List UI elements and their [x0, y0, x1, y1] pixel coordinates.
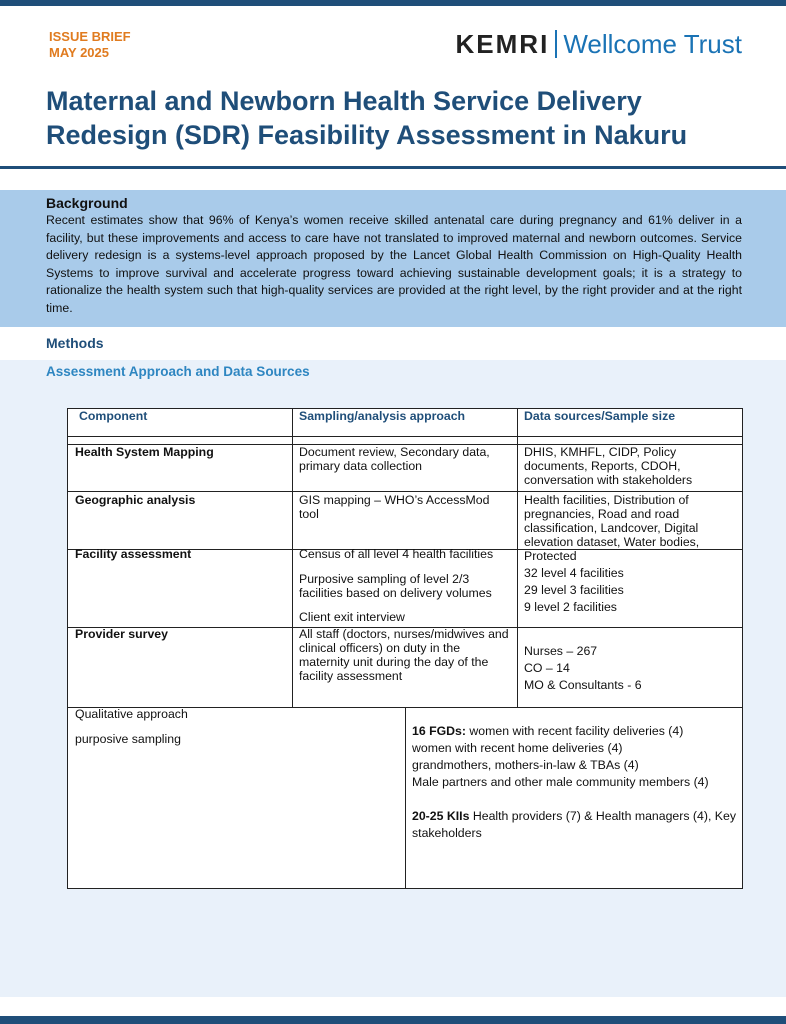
top-rule	[0, 0, 786, 6]
table-col-rule	[517, 409, 518, 707]
header-rule	[0, 166, 786, 169]
issue-brief-label: ISSUE BRIEF	[49, 29, 131, 44]
row-component: Facility assessment	[75, 547, 192, 561]
fgd-item: grandmothers, mothers-in-law & TBAs (4)	[412, 758, 639, 772]
fgd-item: Male partners and other male community members (4)	[412, 775, 709, 789]
row-component: Health System Mapping	[75, 445, 214, 459]
qualitative-label	[75, 707, 400, 746]
sources-item: 9 level 2 facilities	[524, 600, 617, 614]
table-rule	[68, 436, 742, 437]
bottom-rule	[0, 1016, 786, 1024]
fgd-item: women with recent home deliveries (4)	[412, 741, 623, 755]
page-title	[46, 84, 746, 152]
issue-date: MAY 2025	[49, 45, 109, 60]
title-line-2: Redesign (SDR) Feasibility Assessment in Nakuru	[46, 120, 688, 150]
table-col-rule	[292, 409, 293, 707]
brand-logo	[456, 28, 742, 60]
row-sources	[524, 643, 736, 694]
sources-item: 29 level 3 facilities	[524, 583, 624, 597]
sources-item: Nurses – 267	[524, 644, 598, 658]
sources-item: MO & Consultants - 6	[524, 678, 642, 692]
qualitative-label-line: Qualitative approach	[75, 707, 188, 721]
row-sources	[524, 565, 736, 616]
approach-item: Purposive sampling of level 2/3 facilities based on delivery volumes	[299, 572, 492, 600]
issue-label	[49, 29, 131, 61]
qualitative-label-line: purposive sampling	[75, 732, 181, 746]
methods-heading: Methods	[46, 335, 104, 351]
assessment-subheading: Assessment Approach and Data Sources	[46, 364, 310, 379]
row-sources: DHIS, KMHFL, CIDP, Policy documents, Reports, CDOH, conversation with stakeholders	[524, 445, 693, 487]
background-text: Recent estimates show that 96% of Kenya’s women receive skilled antenatal care during pregnancy and 61% deliver in a facility, but these improvements and access to care have not translated to improved maternal and newborn outcomes. Service delivery redesign is a systems-level approach proposed by the Lancet Global Health Commission on High-Quality Health Systems to improve survival and accelerate progress toward achieving sustainable development goals; it is a strategy to rationalize the health system such that high-quality services are provided at the right level, by the right provider and at the right time.	[46, 213, 742, 315]
sources-item: CO – 14	[524, 661, 570, 675]
kii-text: Health providers (7) & Health managers (4), Key stakeholders	[412, 809, 736, 840]
fgd-first-line	[412, 723, 737, 740]
table-col-rule	[405, 707, 406, 888]
row-approach: All staff (doctors, nurses/midwives and clinical officers) on duty in the maternity unit during the day of the facility assessment	[299, 627, 509, 683]
kii-label: 20-25 KIIs	[412, 809, 470, 823]
kii-line	[412, 808, 737, 842]
approach-item: Client exit interview	[299, 610, 405, 624]
fgd-label: 16 FGDs:	[412, 724, 466, 738]
table-rule	[68, 491, 742, 492]
fgd-item: women with recent facility deliveries (4)	[469, 724, 684, 738]
sources-item: 32 level 4 facilities	[524, 566, 624, 580]
title-line-1: Maternal and Newborn Health Service Delivery	[46, 86, 642, 116]
table-header-approach: Sampling/analysis approach	[299, 409, 466, 423]
assessment-table	[67, 408, 743, 889]
row-approach: GIS mapping – WHO’s AccessMod tool	[299, 493, 490, 521]
brand-kemri: KEMRI	[455, 29, 550, 59]
brand-wellcome-trust: Wellcome Trust	[563, 29, 742, 59]
background-heading: Background	[46, 195, 128, 211]
row-approach: Document review, Secondary data, primary data collection	[299, 445, 490, 473]
qualitative-details	[412, 723, 737, 842]
row-sources: Health facilities, Distribution of pregnancies, Road and road classification, Landcover, Digital elevation dataset, Water bodies, Protected	[524, 493, 700, 563]
row-approach	[299, 547, 511, 624]
row-component: Geographic analysis	[75, 493, 196, 507]
table-header-component: Component	[79, 409, 148, 423]
brand-separator	[555, 30, 557, 58]
table-header-sources: Data sources/Sample size	[524, 409, 676, 423]
approach-item: Census of all level 4 health facilities	[299, 547, 494, 561]
row-component: Provider survey	[75, 627, 168, 641]
